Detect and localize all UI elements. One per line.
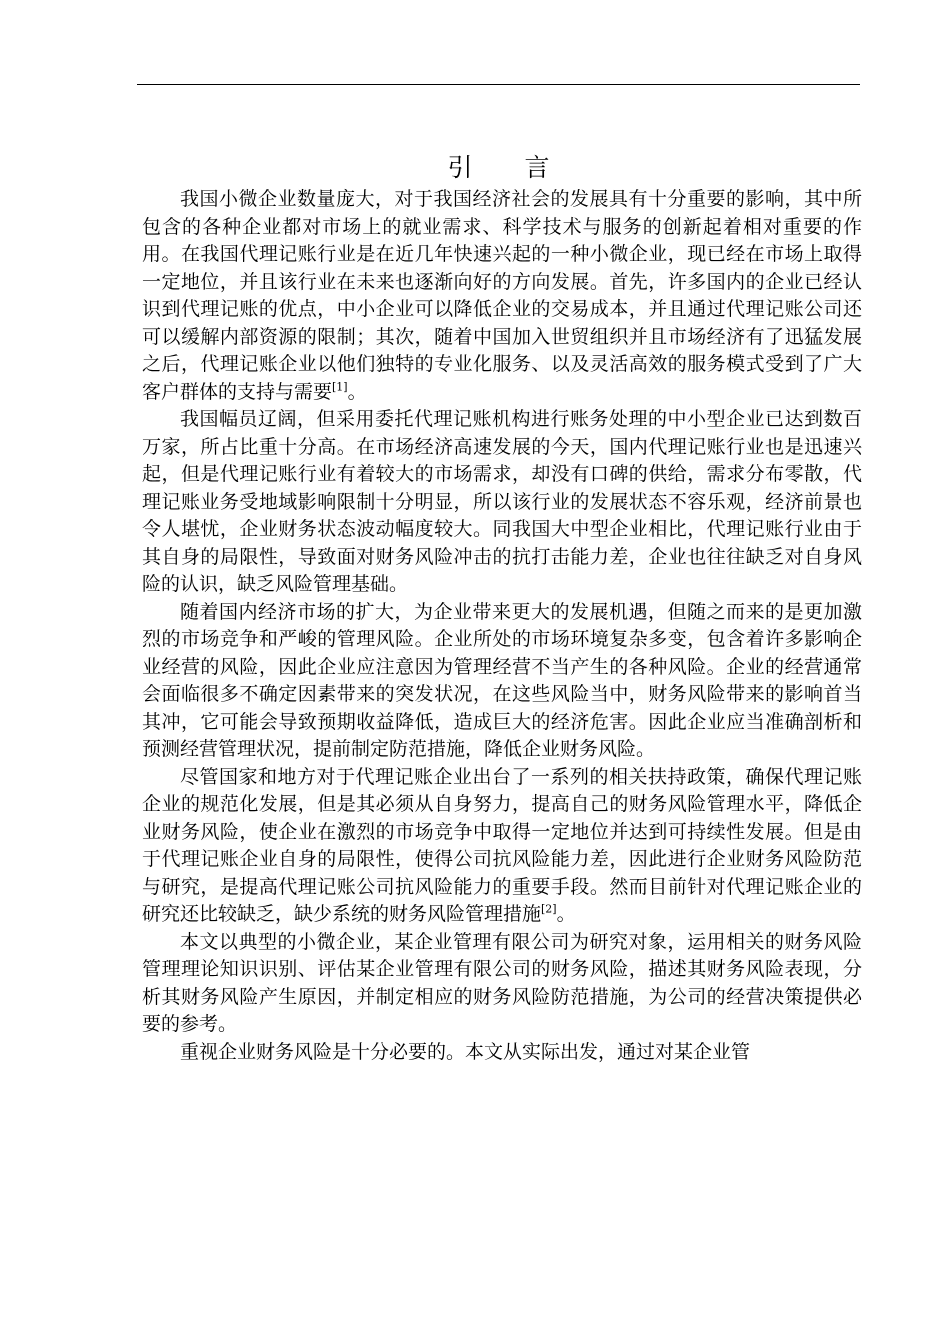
paragraph-text: 我国幅员辽阔，但采用委托代理记账机构进行账务处理的中小型企业已达到数百万家，所占比重十分高。在市场经济高速发展的今天，国内代理记账行业也是迅速兴起，但是代理记账行业有着较大的市场需求，却没有口碑的供给，需求分布零散，代理记账业务受地域影响限制十分明显，所以该行业的发展状态不容乐观，经济前景也令人堪忧，企业财务状态波动幅度较大。同我国大中型企业相比，代理记账行业由于其自身的局限性，导致面对财务风险冲击的抗打击能力差，企业也往往缺乏对自身风险的认识，缺乏风险管理基础。 <box>142 408 862 595</box>
paragraph-6 <box>142 1039 862 1067</box>
paragraph-tail: 。 <box>347 380 367 403</box>
paragraph-5 <box>142 929 862 1039</box>
paragraph-text: 重视企业财务风险是十分必要的。本文从实际出发，通过对某企业管 <box>180 1040 751 1063</box>
paragraph-1 <box>142 186 862 406</box>
paragraph-4 <box>142 764 862 929</box>
paragraph-tail: 。 <box>556 903 576 925</box>
citation-ref[interactable]: [1] <box>332 380 348 394</box>
paragraph-text: 尽管国家和地方对于代理记账企业出台了一系列的相关扶持政策，确保代理记账企业的规范化发展，但是其必须从自身努力，提高自己的财务风险管理水平，降低企业财务风险，使企业在激烈的市场竞争中取得一定地位并达到可持续性发展。但是由于代理记账企业自身的局限性，使得公司抗风险能力差，因此进行企业财务风险防范与研究，是提高代理记账公司抗风险能力的重要手段。然而目前针对代理记账企业的研究还比较缺乏，缺少系统的财务风险管理措施 <box>142 765 862 925</box>
citation-ref[interactable]: [2] <box>541 902 557 916</box>
body-text <box>142 186 862 1066</box>
header-rule <box>137 84 860 85</box>
paragraph-text: 我国小微企业数量庞大，对于我国经济社会的发展具有十分重要的影响，其中所包含的各种企业都对市场上的就业需求、科学技术与服务的创新起着相对重要的作用。在我国代理记账行业是在近几年快速兴起的一种小微企业，现已经在市场上取得一定地位，并且该行业在未来也逐渐向好的方向发展。首先，许多国内的企业已经认识到代理记账的优点，中小企业可以降低企业的交易成本，并且通过代理记账公司还可以缓解内部资源的限制；其次，随着中国加入世贸组织并且市场经济有了迅猛发展之后，代理记账企业以他们独特的专业化服务、以及灵活高效的服务模式受到了广大客户群体的支持与需要 <box>142 188 862 403</box>
section-title: 引 言 <box>447 153 572 182</box>
paragraph-text: 随着国内经济市场的扩大，为企业带来更大的发展机遇，但随之而来的是更加激烈的市场竞争和严峻的管理风险。企业所处的市场环境复杂多变，包含着许多影响企业经营的风险，因此企业应注意因为管理经营不当产生的各种风险。企业的经营通常会面临很多不确定因素带来的突发状况，在这些风险当中，财务风险带来的影响首当其冲，它可能会导致预期收益降低，造成巨大的经济危害。因此企业应当准确剖析和预测经营管理状况，提前制定防范措施，降低企业财务风险。 <box>142 600 862 760</box>
paragraph-text: 本文以典型的小微企业，某企业管理有限公司为研究对象，运用相关的财务风险管理理论知识识别、评估某企业管理有限公司的财务风险，描述其财务风险表现，分析其财务风险产生原因，并制定相应的财务风险防范措施，为公司的经营决策提供必要的参考。 <box>142 930 862 1035</box>
paragraph-3 <box>142 599 862 764</box>
paragraph-2 <box>142 406 862 599</box>
